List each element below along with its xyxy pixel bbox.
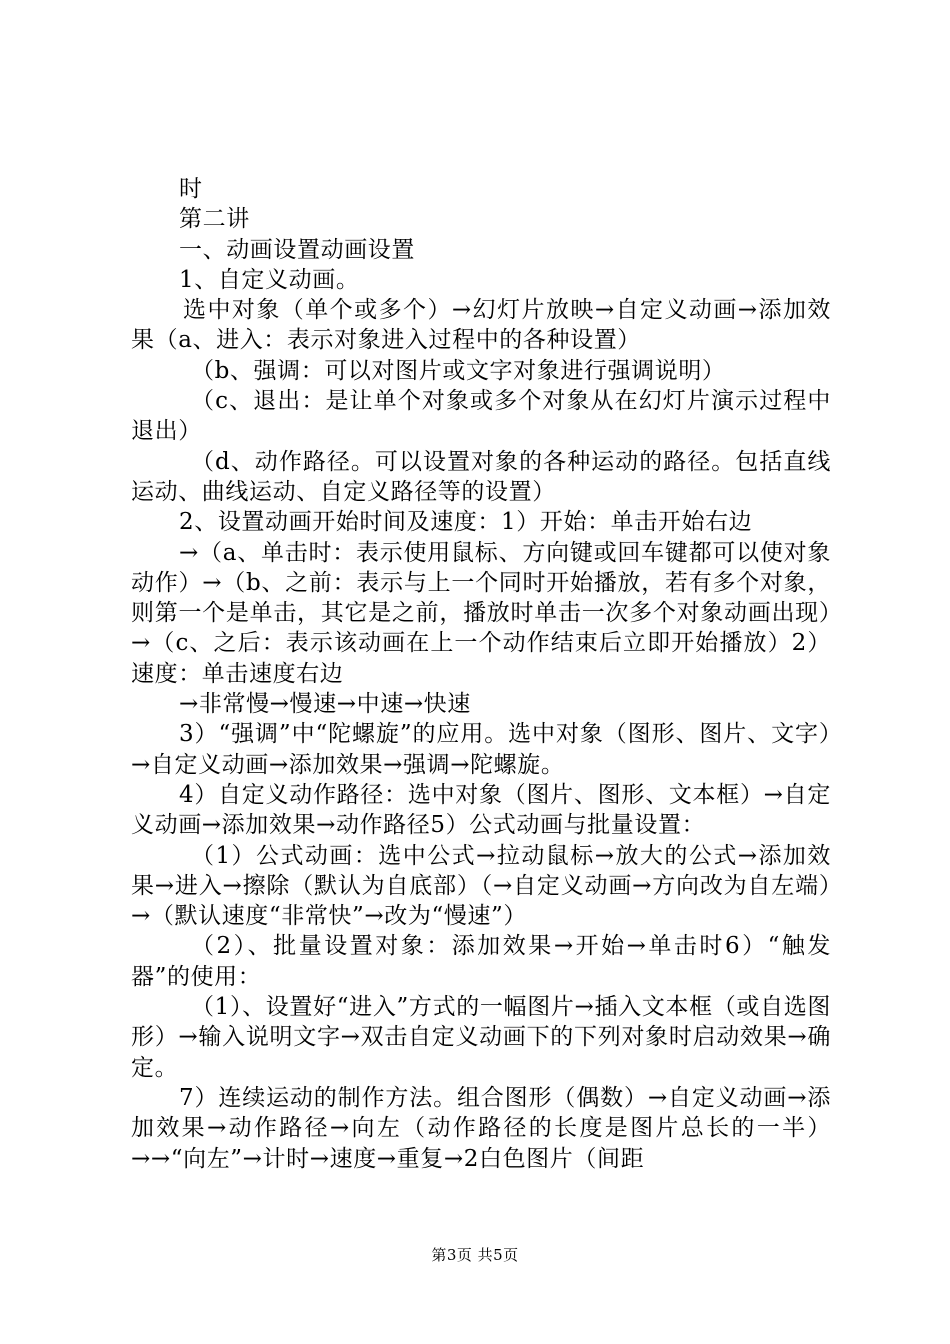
paragraph-formula-animation: （1）公式动画：选中公式→拉动鼠标→放大的公式→添加效果→进入→擦除（默认为自底部）（→自定义动画→方向改为自左端）→（默认速度“非常快”→改为“慢速”） — [131, 842, 831, 930]
paragraph-batch-settings: （2）、批量设置对象：添加效果→开始→单击时6）“触发器”的使用： — [131, 933, 831, 990]
paragraph-start-time-speed: 2、设置动画开始时间及速度：1）开始：单击开始右边 — [179, 509, 753, 536]
paragraph-shi: 时 — [179, 176, 203, 202]
lecture-title: 第二讲 — [179, 206, 250, 233]
paragraph-motion-path: （d、动作路径。可以设置对象的各种运动的路径。包括直线运动、曲线运动、自定义路径等的设置） — [131, 448, 831, 505]
paragraph-emphasis: （b、强调：可以对图片或文字对象进行强调说明） — [191, 357, 726, 384]
page-footer: 第3页 共5页 — [431, 1246, 519, 1264]
paragraph-trigger: （1）、设置好“进入”方式的一幅图片→插入文本框（或自选图形）→输入说明文字→双击自定义动画下的下列对象时启动效果→确定。 — [131, 994, 831, 1081]
paragraph-speed-options: →非常慢→慢速→中速→快速 — [179, 691, 471, 718]
document-body — [131, 174, 831, 1174]
paragraph-spinner: 3）“强调”中“陀螺旋”的应用。选中对象（图形、图片、文字）→自定义动画→添加效果→强调→陀螺旋。 — [131, 721, 831, 778]
paragraph-custom-motion-path: 4）自定义动作路径：选中对象（图片、图形、文本框）→自定义动画→添加效果→动作路径5）公式动画与批量设置： — [131, 781, 831, 839]
paragraph-select-object: 选中对象（单个或多个）→幻灯片放映→自定义动画→添加效果（a、进入：表示对象进入过程中的各种设置） — [131, 297, 831, 354]
subheading-custom-animation: 1、自定义动画。 — [179, 266, 360, 293]
paragraph-continuous-motion: 7）连续运动的制作方法。组合图形（偶数）→自定义动画→添加效果→动作路径→向左（动作路径的长度是图片总长的一半）→→“向左”→计时→速度→重复→2白色图片（间距 — [131, 1084, 831, 1172]
section-heading-animation-settings: 一、动画设置动画设置 — [179, 236, 415, 263]
paragraph-exit: （c、退出：是让单个对象或多个对象从在幻灯片演示过程中退出） — [131, 388, 831, 445]
paragraph-start-options: →（a、单击时：表示使用鼠标、方向键或回车键都可以使对象动作）→（b、之前：表示与上一个同时开始播放，若有多个对象，则第一个是单击，其它是之前，播放时单击一次多个对象动画出现）→（c、之后：表示该动画在上一个动作结束后立即开始播放）2）速度：单击速度右边 — [131, 539, 831, 687]
